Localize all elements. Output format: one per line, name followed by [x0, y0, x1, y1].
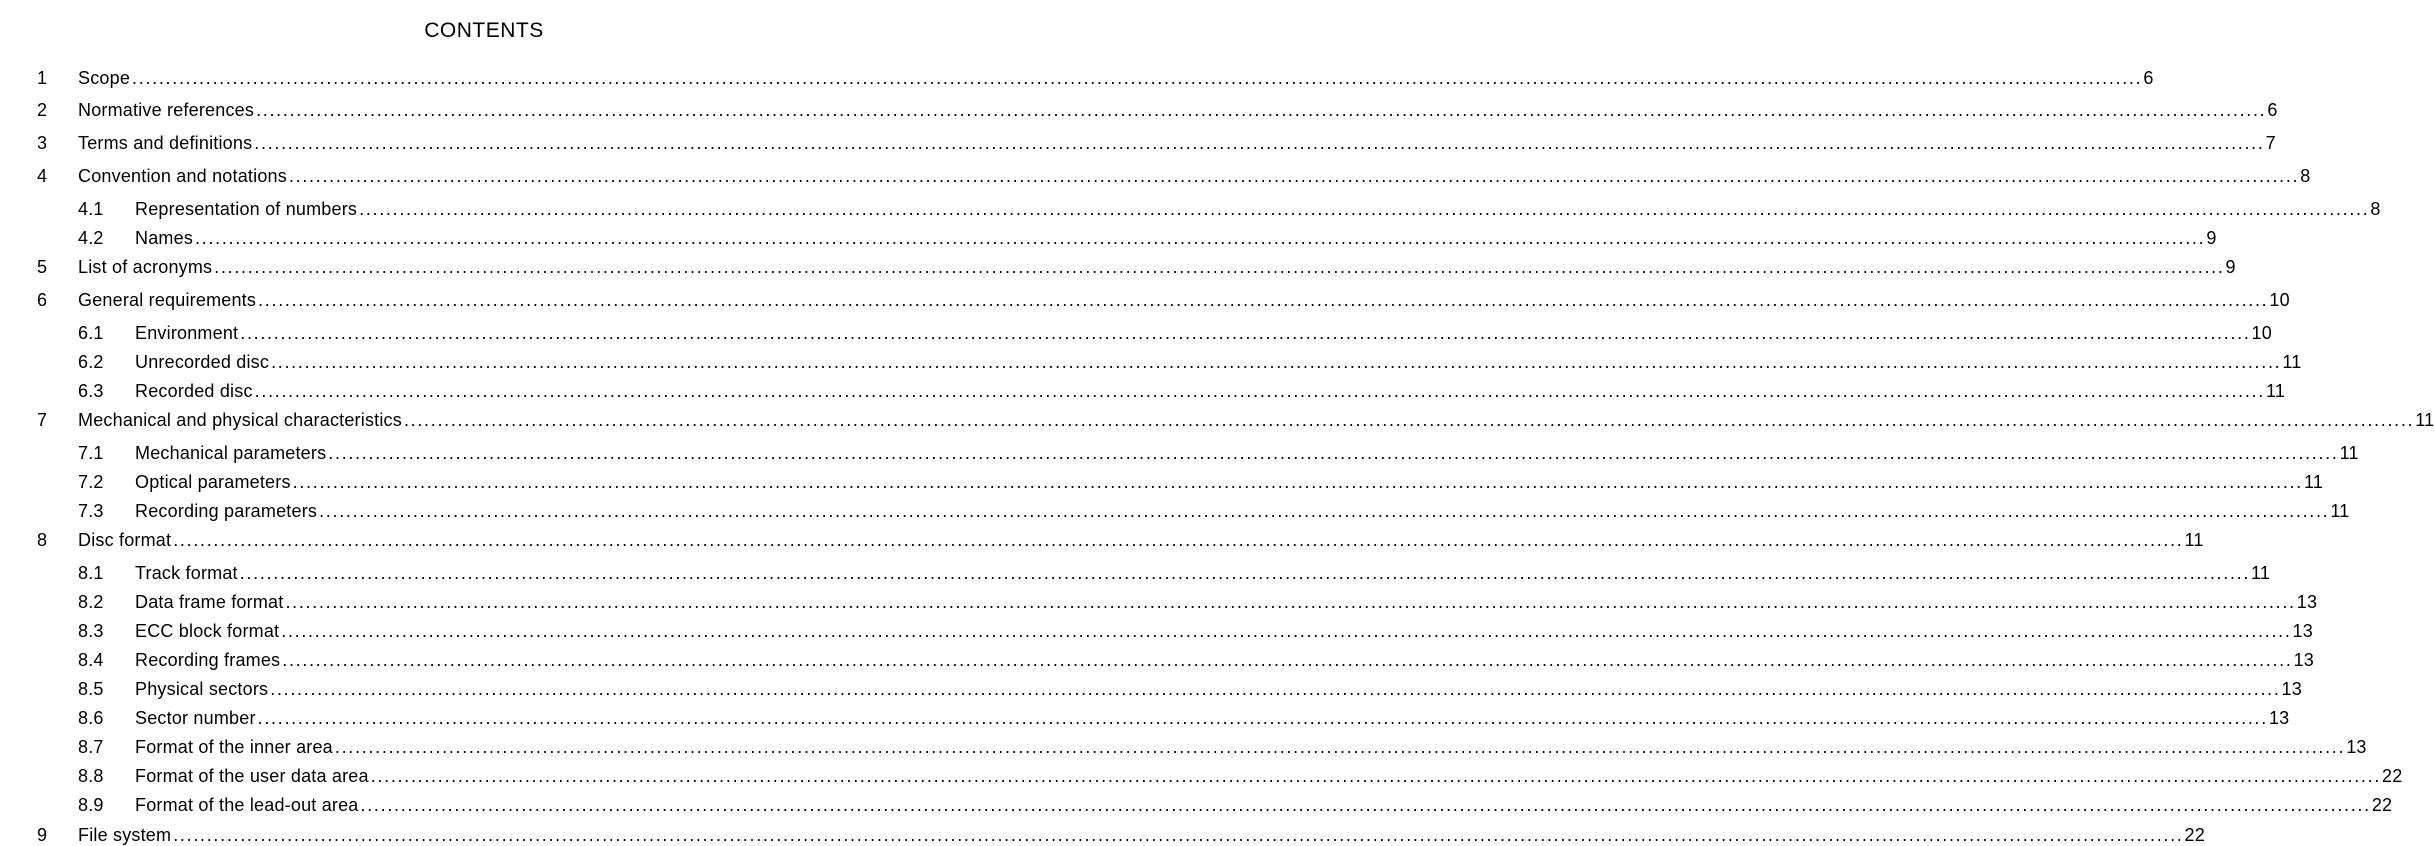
entry-page-number: 11: [2184, 530, 2204, 550]
entry-title: Format of the inner area: [135, 737, 333, 757]
toc-entry[interactable]: [0, 380, 2286, 402]
toc-entry[interactable]: [0, 256, 2236, 278]
toc-entry[interactable]: [0, 500, 2350, 522]
entry-page-number: 6: [2267, 100, 2278, 120]
entry-number: 6.3: [78, 381, 104, 401]
entry-title-line: [135, 736, 2367, 758]
dot-leader: ............................................................................................................................................................................................................................................................................................................: [370, 766, 2382, 786]
entry-title: Recorded disc: [135, 381, 253, 401]
entry-number: 7.2: [78, 472, 104, 492]
entry-page-number: 22: [2382, 766, 2403, 786]
toc-entry[interactable]: [0, 471, 2324, 493]
dot-leader: ............................................................................................................................................................................................................................................................................................................: [360, 795, 2371, 815]
entry-number: 8.5: [78, 679, 104, 699]
entry-title-line: [135, 351, 2302, 373]
toc-entry[interactable]: [0, 165, 2311, 187]
toc-entry[interactable]: [0, 227, 2217, 249]
entry-number: 9: [37, 825, 48, 845]
entry-title-line: [78, 165, 2311, 187]
dot-leader: ............................................................................................................................................................................................................................................................................................................: [254, 133, 2265, 153]
entry-title: List of acronyms: [78, 257, 213, 277]
entry-page-number: 11: [2265, 381, 2286, 401]
entry-page-number: 13: [2293, 650, 2314, 670]
dot-leader: ............................................................................................................................................................................................................................................................................................................: [285, 592, 2296, 612]
toc-entry[interactable]: [0, 562, 2271, 584]
entry-title-line: [135, 620, 2313, 642]
entry-page-number: 9: [2225, 257, 2236, 277]
dot-leader: ............................................................................................................................................................................................................................................................................................................: [319, 501, 2330, 521]
dot-leader: ............................................................................................................................................................................................................................................................................................................: [132, 68, 2143, 88]
page-title: CONTENTS: [424, 19, 544, 42]
toc-entry[interactable]: [0, 591, 2318, 613]
toc-entry[interactable]: [0, 289, 2290, 311]
entry-title-line: [78, 256, 2236, 278]
entry-page-number: 13: [2268, 708, 2290, 728]
entry-title: File system: [78, 825, 172, 845]
entry-title: Format of the user data area: [135, 766, 369, 786]
entry-number: 7: [37, 410, 48, 430]
entry-number: 6.2: [78, 352, 104, 372]
toc-entry[interactable]: [0, 351, 2302, 373]
toc-entry[interactable]: [0, 620, 2313, 642]
entry-title: Names: [135, 228, 194, 248]
entry-title: Recording frames: [135, 650, 281, 670]
entry-title: Environment: [135, 323, 239, 343]
entry-page-number: 11: [2282, 352, 2302, 372]
entry-number: 8.3: [78, 621, 104, 641]
entry-title-line: [135, 198, 2381, 220]
entry-number: 8.4: [78, 650, 104, 670]
entry-title: Track format: [135, 563, 238, 583]
toc-entry[interactable]: [0, 765, 2403, 787]
entry-title-line: [78, 409, 2434, 431]
toc-entry[interactable]: [0, 99, 2278, 121]
dot-leader: ............................................................................................................................................................................................................................................................................................................: [195, 228, 2206, 248]
entry-number: 6.1: [78, 323, 104, 343]
dot-leader: ............................................................................................................................................................................................................................................................................................................: [403, 410, 2415, 430]
entry-number: 5: [37, 257, 48, 277]
entry-page-number: 13: [2292, 621, 2313, 641]
dot-leader: ............................................................................................................................................................................................................................................................................................................: [359, 199, 2370, 219]
entry-title: Normative references: [78, 100, 255, 120]
entry-number: 8.2: [78, 592, 104, 612]
dot-leader: ............................................................................................................................................................................................................................................................................................................: [214, 257, 2225, 277]
entry-title-line: [78, 529, 2204, 551]
dot-leader: ............................................................................................................................................................................................................................................................................................................: [258, 290, 2269, 310]
dot-leader: ............................................................................................................................................................................................................................................................................................................: [328, 443, 2339, 463]
dot-leader: ............................................................................................................................................................................................................................................................................................................: [288, 166, 2300, 186]
entry-page-number: 11: [2339, 443, 2359, 463]
entry-title-line: [135, 765, 2403, 787]
entry-title: Mechanical parameters: [135, 443, 327, 463]
dot-leader: ............................................................................................................................................................................................................................................................................................................: [282, 650, 2293, 670]
entry-number: 4: [37, 166, 48, 186]
entry-page-number: 8: [2300, 166, 2311, 186]
entry-page-number: 13: [2346, 737, 2367, 757]
entry-number: 4.1: [78, 199, 104, 219]
toc-entry[interactable]: [0, 198, 2381, 220]
entry-title-line: [135, 562, 2271, 584]
entry-page-number: 22: [2371, 795, 2393, 815]
entry-title: Sector number: [135, 708, 256, 728]
toc-entry[interactable]: [0, 529, 2204, 551]
entry-number: 3: [37, 133, 48, 153]
entry-number: 8.8: [78, 766, 104, 786]
entry-number: 7.3: [78, 501, 104, 521]
toc-entry[interactable]: [0, 442, 2359, 464]
toc-entry[interactable]: [0, 322, 2272, 344]
dot-leader: ............................................................................................................................................................................................................................................................................................................: [334, 737, 2346, 757]
entry-page-number: 13: [2296, 592, 2318, 612]
entry-page-number: 11: [2415, 410, 2434, 430]
entry-page-number: 22: [2184, 825, 2205, 845]
dot-leader: ............................................................................................................................................................................................................................................................................................................: [254, 381, 2265, 401]
entry-title: Terms and definitions: [78, 133, 253, 153]
toc-entry[interactable]: [0, 409, 2434, 431]
toc-entry[interactable]: [0, 132, 2276, 154]
toc-entry[interactable]: [0, 794, 2393, 816]
entry-page-number: 9: [2206, 228, 2217, 248]
dot-leader: ............................................................................................................................................................................................................................................................................................................: [256, 100, 2267, 120]
entry-title: Format of the lead-out area: [135, 795, 359, 815]
entry-title-line: [135, 500, 2350, 522]
entry-number: 8: [37, 530, 48, 550]
dot-leader: ............................................................................................................................................................................................................................................................................................................: [239, 563, 2251, 583]
entry-title: ECC block format: [135, 621, 280, 641]
entry-title-line: [135, 471, 2324, 493]
entry-title-line: [135, 442, 2359, 464]
entry-number: 8.6: [78, 708, 104, 728]
entry-page-number: 7: [2265, 133, 2276, 153]
dot-leader: ............................................................................................................................................................................................................................................................................................................: [257, 708, 2268, 728]
entry-title-line: [78, 99, 2278, 121]
toc-entry[interactable]: [0, 824, 2205, 846]
entry-title: Convention and notations: [78, 166, 287, 186]
entry-title-line: [135, 227, 2217, 249]
entry-title: Representation of numbers: [135, 199, 358, 219]
toc-entry[interactable]: [0, 678, 2302, 700]
entry-page-number: 11: [2251, 563, 2271, 583]
entry-title: Mechanical and physical characteristics: [78, 410, 402, 430]
entry-number: 4.2: [78, 228, 104, 248]
dot-leader: ............................................................................................................................................................................................................................................................................................................: [281, 621, 2292, 641]
entry-title: Recording parameters: [135, 501, 318, 521]
entry-title-line: [78, 67, 2154, 89]
dot-leader: ............................................................................................................................................................................................................................................................................................................: [270, 679, 2281, 699]
entry-title-line: [135, 794, 2393, 816]
entry-title-line: [135, 649, 2314, 671]
entry-number: 1: [37, 68, 48, 88]
entry-page-number: 10: [2251, 323, 2272, 343]
toc-entry[interactable]: [0, 736, 2367, 758]
entry-title-line: [78, 132, 2276, 154]
entry-page-number: 11: [2303, 472, 2324, 492]
entry-number: 7.1: [78, 443, 104, 463]
toc-entry[interactable]: [0, 707, 2290, 729]
dot-leader: ............................................................................................................................................................................................................................................................................................................: [173, 825, 2184, 845]
toc-entry[interactable]: [0, 649, 2314, 671]
entry-title: Scope: [78, 68, 131, 88]
toc-entry[interactable]: [0, 67, 2154, 89]
entry-title: Disc format: [78, 530, 172, 550]
entry-title-line: [78, 824, 2205, 846]
entry-title: Data frame format: [135, 592, 284, 612]
entry-number: 6: [37, 290, 48, 310]
dot-leader: ............................................................................................................................................................................................................................................................................................................: [173, 530, 2184, 550]
entry-page-number: 6: [2143, 68, 2154, 88]
entry-number: 8.7: [78, 737, 104, 757]
entry-title-line: [135, 678, 2302, 700]
entry-title: Physical sectors: [135, 679, 269, 699]
entry-page-number: 10: [2269, 290, 2290, 310]
entry-page-number: 13: [2281, 679, 2302, 699]
entry-title-line: [135, 591, 2318, 613]
entry-page-number: 8: [2370, 199, 2381, 219]
entry-number: 8.9: [78, 795, 104, 815]
dot-leader: ............................................................................................................................................................................................................................................................................................................: [271, 352, 2282, 372]
entry-title-line: [135, 380, 2286, 402]
entry-title: Optical parameters: [135, 472, 291, 492]
dot-leader: ............................................................................................................................................................................................................................................................................................................: [240, 323, 2251, 343]
entry-page-number: 11: [2330, 501, 2350, 521]
entry-title: Unrecorded disc: [135, 352, 270, 372]
entry-number: 8.1: [78, 563, 104, 583]
entry-title-line: [135, 322, 2272, 344]
entry-number: 2: [37, 100, 48, 120]
dot-leader: ............................................................................................................................................................................................................................................................................................................: [292, 472, 2303, 492]
entry-title-line: [78, 289, 2290, 311]
entry-title-line: [135, 707, 2290, 729]
entry-title: General requirements: [78, 290, 257, 310]
